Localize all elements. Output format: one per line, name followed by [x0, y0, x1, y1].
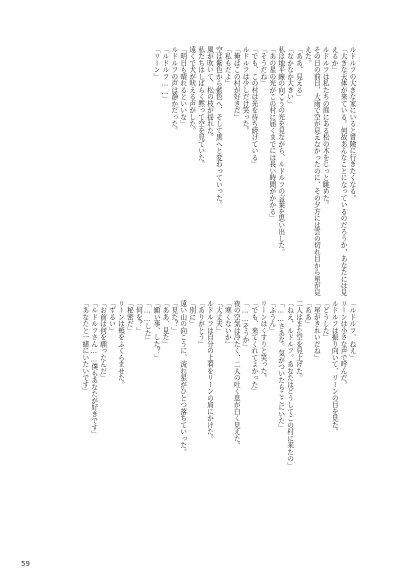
lower-text-line: 「ああ、見た」: [160, 300, 169, 348]
lower-text-line: 「見た？」: [169, 300, 178, 334]
lower-text-line: 「寒くないか」: [223, 300, 232, 348]
upper-text-line: ルドルフの声は静かだった。: [169, 46, 178, 134]
upper-text-line: ルドルフは少しだけ笑った。: [241, 46, 250, 134]
upper-text-line: ルドルフは私たちの庭にある松の木をじっと眺めた。: [321, 46, 330, 208]
upper-text-line: その日の前日、大雨で空が見えなかったのに、その夕方には雲の切れ目から星が見えた。: [303, 46, 321, 296]
lower-text-line: 「お前は何を願ったんだ」: [98, 300, 107, 381]
lower-text-line: ルドルフは振り向いて、リーンの目を見た。: [330, 300, 339, 435]
upper-text-line: ルドルフの大きな家にいると冒険に行きたくなる。: [348, 46, 356, 202]
upper-text-line: 「なかなか大きい」: [285, 46, 294, 107]
lower-text-line: 「……さあな。気がついたらここにいた」: [276, 300, 285, 431]
upper-text-line: 「明日も晴れるといいな」: [178, 46, 187, 127]
lower-text-line: 「ずるい」: [107, 300, 116, 334]
upper-text-line: 私は地平線の向こうの光を見ながら、ルドルフの言葉を思い出した。: [276, 46, 285, 256]
upper-text-line: 「あの星の光がこの村に届くまでには長い時間がかかる」: [267, 46, 276, 222]
upper-text-line: 「大きな天体が来ている。何故あんなことになっているのだろうか、あなたには見えるか」: [330, 46, 348, 296]
upper-text-line: 「ああ、見える」: [294, 46, 303, 100]
lower-text-line: 「……した」: [143, 300, 152, 344]
upper-text-line: 私たちはしばらく黙って空を見ていた。: [196, 46, 205, 168]
upper-text-line: 遠くで犬が吠える声がした。: [187, 46, 196, 134]
page-number: 59: [21, 560, 30, 568]
lower-text-line: 「ルドルフさん……僕もあなたが好きです」: [89, 300, 98, 438]
lower-text-line: 「ああ」: [303, 300, 312, 327]
lower-text-line: 「でも、来てくれてよかった」: [250, 300, 259, 395]
upper-text-line: 「私もだよ」: [223, 46, 232, 87]
lower-text-line: 「別に」: [187, 300, 196, 327]
upper-text-line: 「でも、この村は光を待ち続けている」: [250, 46, 259, 168]
lower-text-line: 「あなたと一緒にいたいです」: [80, 300, 89, 395]
lower-text-line: リーンは頬をふくらませた。: [116, 300, 125, 388]
lower-text-line: 「ふうん」: [267, 300, 276, 334]
lower-text-line: 「願い事、した？」: [152, 300, 161, 361]
lower-text-line: ルドルフは自分の上着をリーンの肩にかけた。: [205, 300, 214, 442]
lower-text-line: 「……そうか」: [241, 300, 250, 350]
lower-text-line: 「何を？」: [134, 300, 143, 334]
lower-text-line: 「どうした」: [321, 300, 330, 341]
upper-text-line: 「そうだね」: [258, 46, 267, 87]
lower-text-line: リーンはくすりと笑った。: [258, 300, 267, 381]
lower-text-line: 「ルドルフ、ねえ」: [348, 300, 356, 361]
lower-text-line: 「秘密だ」: [125, 300, 134, 334]
lower-text-line: 遠い山の向こうに、流れ星がひとつ落ちていった。: [178, 300, 187, 456]
lower-text-line: 夜の空気は冷たく、二人の吐く息が白く見えた。: [232, 300, 241, 449]
lower-text-line: 「星がきれいだね」: [312, 300, 321, 361]
upper-text-line: 「ルドルフ……」: [160, 46, 169, 103]
lower-text-block: [18, 300, 356, 555]
upper-text-line: 空は紫色から藍色へ、そして黒へと変わっていった。: [214, 46, 223, 208]
lower-text-line: 「ありがとう」: [196, 300, 205, 348]
lower-text-line: 「大丈夫」: [214, 300, 223, 334]
section-divider: [22, 298, 356, 299]
upper-text-line: 「俺はこの村が好きだ」: [232, 46, 241, 121]
upper-text-line: 「リーン」: [152, 46, 161, 80]
upper-text-line: 風が吹いて、松の枝が揺れた。: [205, 46, 214, 141]
lower-text-line: 二人はまた空を見上げた。: [294, 300, 303, 381]
upper-text-block: [70, 46, 356, 298]
lower-text-line: リーンは小さな声で呼んだ。: [339, 300, 348, 388]
lower-text-line: 「ねえ、ルドルフ。あなたはどうしてこの村に来たの」: [285, 300, 294, 469]
